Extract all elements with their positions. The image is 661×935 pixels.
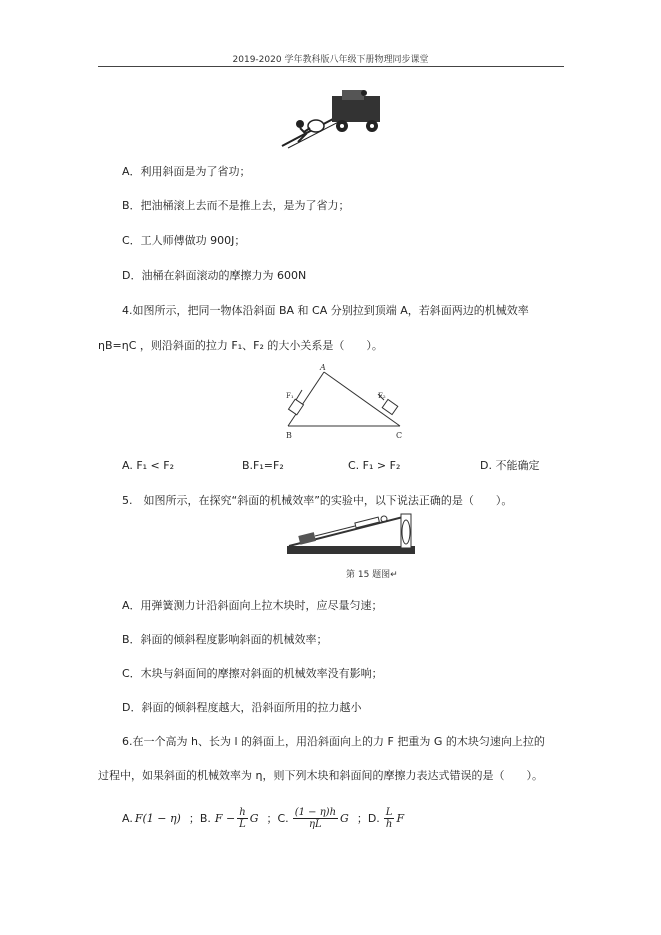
q4-option-b: B.F₁=F₂: [242, 459, 284, 472]
q6-stem-line2: 过程中，如果斜面的机械效率为 η，则下列木块和斜面间的摩擦力表达式错误的是（ ）。: [98, 769, 543, 782]
barrel-ramp-illustration: [280, 88, 390, 150]
q4-label-b: B: [286, 431, 292, 440]
q4-option-d: D. 不能确定: [480, 459, 540, 472]
q6-option-d-denominator: h: [385, 818, 393, 830]
q6-option-c-numerator: (1 − η)h: [294, 806, 337, 818]
q6-option-a-label: A.: [122, 811, 133, 825]
q6-option-b-fraction: [237, 807, 247, 830]
q6-option-b-numerator: h: [239, 806, 246, 818]
q4-stem-line1: 4.如图所示，把同一物体沿斜面 BA 和 CA 分别拉到顶端 A，若斜面两边的机械效率: [122, 304, 529, 317]
q6-stem-line1: 6.在一个高为 h、长为 l 的斜面上，用沿斜面向上的力 F 把重为 G 的木块匀速向上拉的: [122, 735, 545, 748]
q4-option-a: A. F₁ < F₂: [122, 459, 175, 472]
q4-incline-figure: [270, 362, 420, 442]
q5-option-a: A．用弹簧测力计沿斜面向上拉木块时，应尽量匀速；: [122, 599, 383, 612]
q5-option-c: C．木块与斜面间的摩擦对斜面的机械效率没有影响；: [122, 667, 383, 680]
q5-figure-caption: 第 15 题图↵: [346, 570, 398, 580]
q5-option-b: B．斜面的倾斜程度影响斜面的机械效率；: [122, 633, 328, 646]
q6-option-d-label: ；D.: [356, 812, 380, 825]
q6-option-d-numerator: L: [385, 806, 393, 818]
q3-option-a: A．利用斜面是为了省功；: [122, 165, 251, 178]
q5-option-d: D．斜面的倾斜程度越大，沿斜面所用的拉力越小: [122, 701, 362, 714]
q4-option-c: C. F₁ > F₂: [348, 459, 401, 472]
q6-option-c-tail: G: [340, 811, 349, 825]
q4-label-f1: F₁: [286, 392, 294, 400]
q4-label-a: A: [320, 363, 326, 372]
q6-option-c-denominator: ηL: [309, 818, 322, 830]
q6-option-d-tail: F: [396, 811, 405, 825]
q6-options: [122, 800, 404, 836]
q6-option-c-fraction: [293, 807, 338, 830]
q4-label-c: C: [396, 431, 403, 440]
q4-stem-line2: ηB=ηC ，则沿斜面的拉力 F₁、F₂ 的大小关系是（ ）。: [98, 339, 383, 352]
q6-option-d-fraction: [384, 807, 395, 830]
page-header: 2019-2020 学年教科版八年级下册物理同步课堂: [232, 55, 429, 65]
q6-option-b-tail: G: [249, 811, 259, 825]
q5-experiment-figure: [285, 510, 417, 560]
q4-label-f2: F₂: [378, 392, 386, 400]
q6-option-b-label: ；B.: [188, 812, 211, 825]
q6-option-a-expr: F(1 − η): [134, 811, 181, 825]
header-rule: [98, 66, 564, 67]
q5-stem: 5. 如图所示，在探究“斜面的机械效率”的实验中，以下说法正确的是（ ）。: [122, 494, 513, 507]
q6-option-b-denominator: L: [239, 818, 246, 830]
q3-option-b: B．把油桶滚上去而不是推上去，是为了省力；: [122, 199, 350, 212]
q3-option-d: D．油桶在斜面滚动的摩擦力为 600N: [122, 269, 307, 282]
q6-option-c-label: ；C.: [266, 812, 289, 825]
q6-option-b-expr: F −: [214, 811, 236, 825]
q3-option-c: C．工人师傅做功 900J；: [122, 234, 246, 247]
